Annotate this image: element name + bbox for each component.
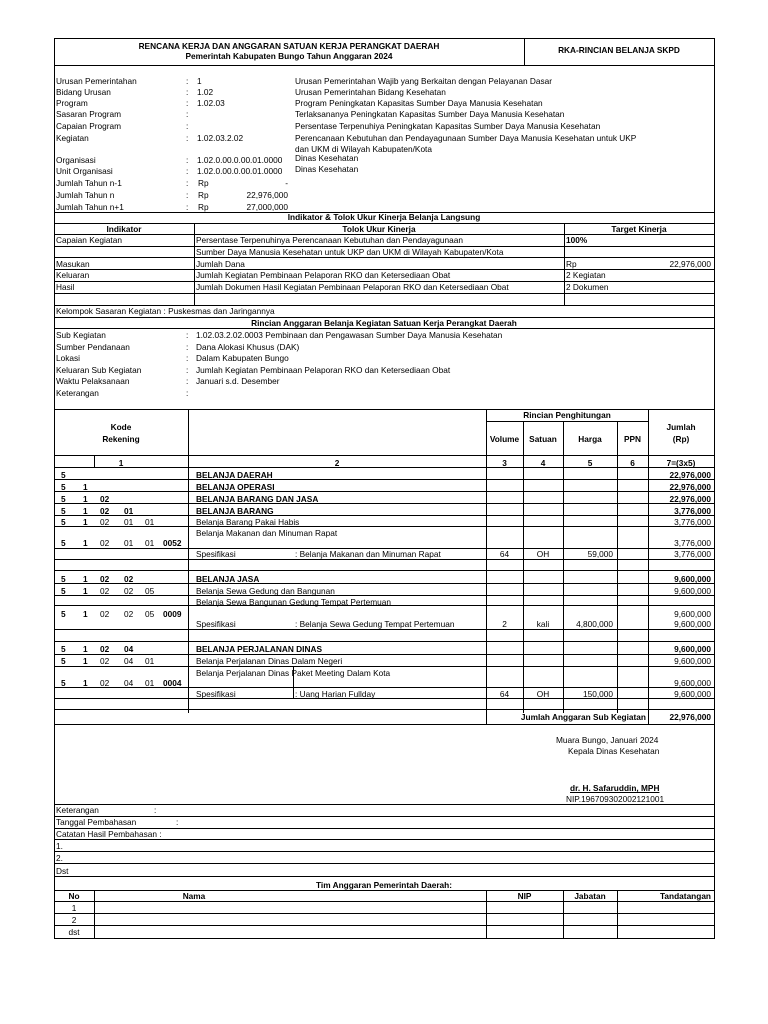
- uraian-belanja: BELANJA OPERASI: [196, 482, 275, 492]
- kode-rekening-part: 1: [83, 609, 88, 619]
- uraian-belanja: BELANJA BARANG DAN JASA: [196, 494, 319, 504]
- h-rule: [54, 328, 714, 329]
- h-rule: [54, 317, 714, 318]
- spesifikasi-detail: : Belanja Sewa Gedung Tempat Pertemuan: [295, 619, 455, 629]
- h-rule: [54, 559, 714, 560]
- h-rule: [54, 816, 714, 817]
- info-colon: :: [186, 76, 189, 86]
- v-rule: [486, 409, 487, 724]
- target-kinerja: Rp: [566, 259, 577, 269]
- h-rule: [54, 709, 714, 710]
- uraian-belanja: Belanja Perjalanan Dinas Dalam Negeri: [196, 656, 343, 666]
- kode-rekening-part: 01: [124, 517, 134, 527]
- kode-rekening-part: 01: [145, 517, 155, 527]
- h-rule: [54, 890, 714, 891]
- rincian-label: Keterangan: [56, 388, 99, 398]
- info-code: 1.02: [197, 87, 214, 97]
- year-colon: :: [186, 190, 189, 200]
- h-rule: [54, 234, 714, 235]
- kode-rekening-part: 1: [83, 482, 88, 492]
- h-rule: [54, 515, 714, 516]
- jumlah-value: 22,976,000: [669, 482, 711, 492]
- info-label: Unit Organisasi: [56, 166, 113, 176]
- kode-rekening-part: 5: [61, 678, 66, 688]
- kode-rekening-part: 02: [124, 609, 134, 619]
- uraian-belanja: Belanja Sewa Bangunan Gedung Tempat Pertemuan: [196, 597, 391, 607]
- year-colon: :: [186, 202, 189, 212]
- kode-rekening-part: 5: [61, 517, 66, 527]
- indikator-name: Capaian Kegiatan: [56, 235, 122, 245]
- indikator-name: Hasil: [56, 282, 75, 292]
- kode-rekening-part: 02: [100, 678, 110, 688]
- kode-rekening-part: 05: [145, 609, 155, 619]
- footer-item: 1.: [56, 841, 63, 851]
- info-colon: :: [186, 121, 189, 131]
- year-rp: Rp: [198, 190, 209, 200]
- kode-rekening-part: 04: [124, 644, 134, 654]
- indikator-name: Keluaran: [56, 270, 90, 280]
- rincian-colon: :: [186, 376, 189, 386]
- h-rule: [54, 876, 714, 877]
- col-target: Target Kinerja: [611, 224, 667, 234]
- num-4: 4: [540, 458, 546, 468]
- jumlah-value: 3,776,000: [674, 506, 711, 516]
- kode-rekening-part: 02: [100, 609, 110, 619]
- jumlah-value: 22,976,000: [669, 470, 711, 480]
- tolok-ukur: Jumlah Dokumen Hasil Kegiatan Pembinaan Pelaporan RKO dan Ketersediaan Obat: [196, 282, 509, 292]
- target-kinerja: 2 Kegiatan: [566, 270, 606, 280]
- h-rule: [54, 409, 714, 410]
- h-rule: [54, 654, 714, 655]
- kode-rekening-part: 5: [61, 538, 66, 548]
- uraian-belanja: Spesifikasi: [196, 619, 236, 629]
- rincian-colon: :: [186, 388, 189, 398]
- v-rule: [523, 421, 524, 713]
- tim-col-nama: Nama: [182, 891, 206, 901]
- kode-rekening-part: 01: [145, 538, 155, 548]
- kode-rekening-part: 01: [124, 506, 134, 516]
- uraian-belanja: Belanja Sewa Gedung dan Bangunan: [196, 586, 335, 596]
- v-rule: [563, 421, 564, 713]
- h-rule: [54, 595, 714, 596]
- jumlah-value: 9,600,000: [674, 609, 711, 619]
- rincian-label: Waktu Pelaksanaan: [56, 376, 130, 386]
- year-rp: Rp: [198, 178, 209, 188]
- col-indikator: Indikator: [106, 224, 142, 234]
- rincian-colon: :: [186, 353, 189, 363]
- rka-document: [54, 38, 715, 938]
- jumlah-value: 9,600,000: [674, 586, 711, 596]
- h-rule: [54, 698, 714, 699]
- info-colon: :: [186, 133, 189, 143]
- h-rule: [54, 629, 714, 630]
- kode-rekening-part: 5: [61, 470, 66, 480]
- h-rule: [54, 548, 714, 549]
- num-1: 1: [118, 458, 124, 468]
- kode-rekening-part: 02: [100, 538, 110, 548]
- h-rule: [54, 839, 714, 840]
- spesifikasi-detail: : Uang Harian Fullday: [295, 689, 376, 699]
- h-rule: [54, 863, 714, 864]
- kode-rekening-part: 1: [83, 678, 88, 688]
- info-colon: :: [186, 87, 189, 97]
- info-desc: Program Peningkatan Kapasitas Sumber Daya Manusia Kesehatan: [295, 98, 543, 108]
- tim-row-no: dst: [68, 927, 80, 937]
- col-tolok: Tolok Ukur Kinerja: [342, 224, 416, 234]
- kode-rekening-part: 5: [61, 574, 66, 584]
- signature-place-date: Muara Bungo, Januari 2024: [556, 735, 659, 745]
- info-desc: dan UKM di Wilayah Kabupaten/Kota: [295, 144, 432, 154]
- uraian-belanja: Spesifikasi: [196, 689, 236, 699]
- h-rule: [54, 687, 714, 688]
- num-7: 7=(3x5): [666, 458, 696, 468]
- kode-rekening-part: 1: [83, 644, 88, 654]
- tolok-ukur: Persentase Terpenuhinya Perencanaan Kebutuhan dan Pendayagunaan: [196, 235, 463, 245]
- kode-rekening-part: 1: [83, 538, 88, 548]
- info-label: Urusan Pemerintahan: [56, 76, 137, 86]
- info-desc: Urusan Pemerintahan Wajib yang Berkaitan dengan Pelayanan Dasar: [295, 76, 553, 86]
- year-label: Jumlah Tahun n-1: [56, 178, 122, 188]
- v-rule: [293, 667, 294, 699]
- info-desc: Persentase Terpenuhiya Peningkatan Kapasitas Sumber Daya Manusia Kesehatan: [295, 121, 601, 131]
- tim-col-no: No: [68, 891, 80, 901]
- v-rule: [486, 890, 487, 938]
- satuan-value: kali: [536, 619, 550, 629]
- kode-rekening-part: 1: [83, 586, 88, 596]
- info-code: 1.02.0.00.0.00.01.0000: [197, 166, 283, 176]
- info-colon: :: [186, 166, 189, 176]
- jumlah-value: 9,600,000: [674, 678, 711, 688]
- uraian-belanja: BELANJA BARANG: [196, 506, 274, 516]
- footer-catatan: Catatan Hasil Pembahasan :: [56, 829, 162, 839]
- indikator-title: Indikator & Tolok Ukur Kinerja Belanja Langsung: [287, 212, 481, 222]
- h-rule: [54, 455, 714, 456]
- year-rp: Rp: [198, 202, 209, 212]
- h-rule: [54, 666, 714, 667]
- kode-rekening-part: 02: [124, 586, 134, 596]
- kode-rekening-part: 1: [83, 517, 88, 527]
- h-rule: [54, 605, 714, 606]
- tim-row-no: 1: [71, 903, 77, 913]
- info-label: Capaian Program: [56, 121, 122, 131]
- kode-rekening-part: 5: [61, 482, 66, 492]
- rekening-label: Rekening: [102, 434, 140, 444]
- info-label: Bidang Urusan: [56, 87, 111, 97]
- indikator-name: Masukan: [56, 259, 90, 269]
- document-subtitle: Pemerintah Kabupaten Bungo Tahun Anggaran 2024: [185, 51, 393, 61]
- rincian-value: Jumlah Kegiatan Pembinaan Pelaporan RKO dan Ketersediaan Obat: [196, 365, 451, 375]
- h-rule: [54, 281, 714, 282]
- v-rule: [188, 409, 189, 713]
- tolok-ukur: Sumber Daya Manusia Kesehatan untuk UKP dan UKM di Wilayah Kabupaten/Kota: [196, 247, 504, 257]
- h-rule: [486, 421, 648, 422]
- satuan-value: OH: [536, 549, 550, 559]
- v-rule: [564, 223, 565, 305]
- year-value: -: [285, 178, 288, 188]
- kode-rekening-part: 0009: [163, 609, 182, 619]
- form-code: RKA-RINCIAN BELANJA SKPD: [558, 45, 680, 55]
- h-rule: [54, 570, 714, 571]
- kode-rekening-part: 02: [100, 586, 110, 596]
- info-desc: Urusan Pemerintahan Bidang Kesehatan: [295, 87, 446, 97]
- year-label: Jumlah Tahun n: [56, 190, 115, 200]
- rincian-colon: :: [186, 365, 189, 375]
- rincian-title: Rincian Anggaran Belanja Kegiatan Satuan Kerja Perangkat Daerah: [251, 318, 517, 328]
- kode-rekening-part: 1: [83, 574, 88, 584]
- volume-value: 64: [499, 549, 510, 559]
- rincian-label: Sub Kegiatan: [56, 330, 106, 340]
- info-code: 1.02.03: [197, 98, 225, 108]
- target-kinerja: 2 Dokumen: [566, 282, 609, 292]
- v-rule: [94, 455, 95, 467]
- jumlah-value: 9,600,000: [674, 644, 711, 654]
- kode-rekening-part: 1: [83, 656, 88, 666]
- tolok-ukur: Jumlah Dana: [196, 259, 245, 269]
- kode-rekening-part: 04: [124, 678, 134, 688]
- num-6: 6: [630, 458, 635, 468]
- info-label: Sasaran Program: [56, 109, 122, 119]
- info-desc: Terlaksananya Peningkatan Kapasitas Sumber Daya Manusia Kesehatan: [295, 109, 565, 119]
- footer-tanggal: Tanggal Pembahasan: [56, 817, 137, 827]
- document-title: RENCANA KERJA DAN ANGGARAN SATUAN KERJA PERANGKAT DAERAH: [138, 41, 440, 51]
- h-rule: [54, 641, 714, 642]
- h-rule: [54, 925, 714, 926]
- h-rule: [54, 479, 714, 480]
- signature-position: Kepala Dinas Kesehatan: [568, 746, 660, 756]
- rincian-value: Januari s.d. Desember: [196, 376, 280, 386]
- signature-name: dr. H. Safaruddin, MPH: [570, 783, 660, 793]
- kode-rekening-part: 02: [100, 506, 110, 516]
- h-rule: [54, 851, 714, 852]
- target-amount: 22,976,000: [669, 259, 711, 269]
- uraian-belanja: Belanja Makanan dan Minuman Rapat: [196, 528, 338, 538]
- kode-rekening-part: 02: [100, 517, 110, 527]
- jumlah-value: 9,600,000: [674, 574, 711, 584]
- info-code: 1: [197, 76, 202, 86]
- info-label: Program: [56, 98, 88, 108]
- h-rule: [54, 583, 714, 584]
- tim-col-tandatangan: Tandatangan: [659, 891, 711, 901]
- v-rule: [648, 409, 649, 724]
- rincian-value: 1.02.03.2.02.0003 Pembinaan dan Pengawasan Sumber Daya Manusia Kesehatan: [196, 330, 503, 340]
- jumlah-value: 3,776,000: [674, 549, 711, 559]
- kode-rekening-part: 5: [61, 656, 66, 666]
- h-rule: [54, 65, 714, 66]
- h-rule: [54, 467, 714, 468]
- info-label: Kegiatan: [56, 133, 89, 143]
- jumlah-value: 9,600,000: [674, 656, 711, 666]
- year-value: 27,000,000: [246, 202, 288, 212]
- year-colon: :: [186, 178, 189, 188]
- kelompok-sasaran: Kelompok Sasaran Kegiatan : Puskesmas dan Jaringannya: [56, 306, 275, 316]
- info-colon: :: [186, 109, 189, 119]
- tim-row-no: 2: [71, 915, 77, 925]
- jumlah-value: 9,600,000: [674, 619, 711, 629]
- harga-value: 4,800,000: [576, 619, 613, 629]
- rincian-label: Lokasi: [56, 353, 80, 363]
- kode-rekening-part: 5: [61, 586, 66, 596]
- v-rule: [524, 38, 525, 65]
- v-rule: [617, 890, 618, 938]
- h-rule: [54, 212, 714, 213]
- kode-rekening-part: 0052: [163, 538, 182, 548]
- total-label: Jumlah Anggaran Sub Kegiatan: [520, 712, 646, 722]
- footer-keterangan-colon: :: [154, 805, 157, 815]
- num-3: 3: [502, 458, 507, 468]
- rincian-value: Dana Alokasi Khusus (DAK): [196, 342, 300, 352]
- uraian-belanja: Spesifikasi: [196, 549, 236, 559]
- harga-value: 150,000: [583, 689, 613, 699]
- kode-rekening-part: 02: [100, 494, 110, 504]
- jumlah-value: 3,776,000: [674, 517, 711, 527]
- h-rule: [54, 293, 714, 294]
- volume-value: 2: [502, 619, 507, 629]
- info-colon: :: [186, 98, 189, 108]
- kode-rekening-part: 01: [145, 656, 155, 666]
- volume-label: Volume: [489, 434, 520, 444]
- total-value: 22,976,000: [669, 712, 711, 722]
- satuan-value: OH: [536, 689, 550, 699]
- h-rule: [54, 901, 714, 902]
- info-desc: Dinas Kesehatan: [295, 153, 359, 163]
- h-rule: [54, 724, 714, 725]
- v-rule: [194, 223, 195, 305]
- signature-nip: NIP.196709302002121001: [566, 794, 665, 804]
- kode-label: Kode: [110, 422, 132, 432]
- info-desc: Dinas Kesehatan: [295, 164, 359, 174]
- kode-rekening-part: 05: [145, 586, 155, 596]
- harga-value: 59,000: [587, 549, 613, 559]
- kode-rekening-part: 1: [83, 506, 88, 516]
- h-rule: [54, 305, 714, 306]
- info-label: Organisasi: [56, 155, 96, 165]
- jumlah-value: 3,776,000: [674, 538, 711, 548]
- tim-col-nip: NIP: [517, 891, 532, 901]
- rincian-penghitungan-label: Rincian Penghitungan: [523, 410, 611, 420]
- h-rule: [54, 257, 714, 258]
- spesifikasi-detail: : Belanja Makanan dan Minuman Rapat: [295, 549, 441, 559]
- tim-title: Tim Anggaran Pemerintah Daerah:: [315, 880, 452, 890]
- kode-rekening-part: 5: [61, 609, 66, 619]
- rincian-colon: :: [186, 342, 189, 352]
- info-code: 1.02.0.00.0.00.01.0000: [197, 155, 283, 165]
- h-rule: [54, 246, 714, 247]
- uraian-belanja: BELANJA JASA: [196, 574, 260, 584]
- v-rule: [563, 890, 564, 938]
- harga-label: Harga: [578, 434, 602, 444]
- h-rule: [54, 913, 714, 914]
- info-colon: :: [186, 155, 189, 165]
- tolok-ukur: Jumlah Kegiatan Pembinaan Pelaporan RKO dan Ketersediaan Obat: [196, 270, 451, 280]
- year-label: Jumlah Tahun n+1: [56, 202, 124, 212]
- kode-rekening-part: 01: [145, 678, 155, 688]
- kode-rekening-part: 5: [61, 506, 66, 516]
- h-rule: [54, 223, 714, 224]
- h-rule: [54, 503, 714, 504]
- kode-rekening-part: 02: [100, 644, 110, 654]
- kode-rekening-part: 02: [124, 574, 134, 584]
- uraian-belanja: BELANJA DAERAH: [196, 470, 273, 480]
- kode-rekening-part: 1: [83, 494, 88, 504]
- v-rule: [617, 421, 618, 713]
- footer-keterangan: Keterangan: [56, 805, 99, 815]
- uraian-belanja: Belanja Perjalanan Dinas Paket Meeting Dalam Kota: [196, 668, 391, 678]
- h-rule: [54, 526, 714, 527]
- uraian-belanja: BELANJA PERJALANAN DINAS: [196, 644, 323, 654]
- kode-rekening-part: 02: [100, 574, 110, 584]
- rincian-label: Sumber Pendanaan: [56, 342, 130, 352]
- footer-item: Dst: [56, 866, 69, 876]
- h-rule: [54, 491, 714, 492]
- h-rule: [54, 269, 714, 270]
- satuan-label: Satuan: [529, 434, 557, 444]
- info-code: 1.02.03.2.02: [197, 133, 244, 143]
- v-rule: [94, 890, 95, 938]
- ppn-label: PPN: [623, 434, 642, 444]
- kode-rekening-part: 0004: [163, 678, 182, 688]
- year-value: 22,976,000: [246, 190, 288, 200]
- uraian-belanja: Belanja Barang Pakai Habis: [196, 517, 300, 527]
- num-2: 2: [334, 458, 340, 468]
- jumlah-value: 9,600,000: [674, 689, 711, 699]
- kode-rekening-part: 5: [61, 494, 66, 504]
- jumlah-value: 22,976,000: [669, 494, 711, 504]
- tim-col-jabatan: Jabatan: [574, 891, 606, 901]
- kode-rekening-part: 01: [124, 538, 134, 548]
- jumlah-label: Jumlah: [666, 422, 696, 432]
- h-rule: [54, 828, 714, 829]
- kode-rekening-part: 5: [61, 644, 66, 654]
- target-kinerja: 100%: [566, 235, 588, 245]
- kode-rekening-part: 02: [100, 656, 110, 666]
- volume-value: 64: [499, 689, 510, 699]
- rincian-value: Dalam Kabupaten Bungo: [196, 353, 289, 363]
- jumlah-rp-label: (Rp): [672, 434, 690, 444]
- info-desc: Perencanaan Kebutuhan dan Pendayagunaan Sumber Daya Manusia Kesehatan untuk UKP: [295, 133, 637, 143]
- rincian-label: Keluaran Sub Kegiatan: [56, 365, 142, 375]
- kode-rekening-part: 04: [124, 656, 134, 666]
- rincian-colon: :: [186, 330, 189, 340]
- footer-item: 2.: [56, 853, 63, 863]
- num-5: 5: [587, 458, 593, 468]
- h-rule: [54, 804, 714, 805]
- footer-tanggal-colon: :: [176, 817, 179, 827]
